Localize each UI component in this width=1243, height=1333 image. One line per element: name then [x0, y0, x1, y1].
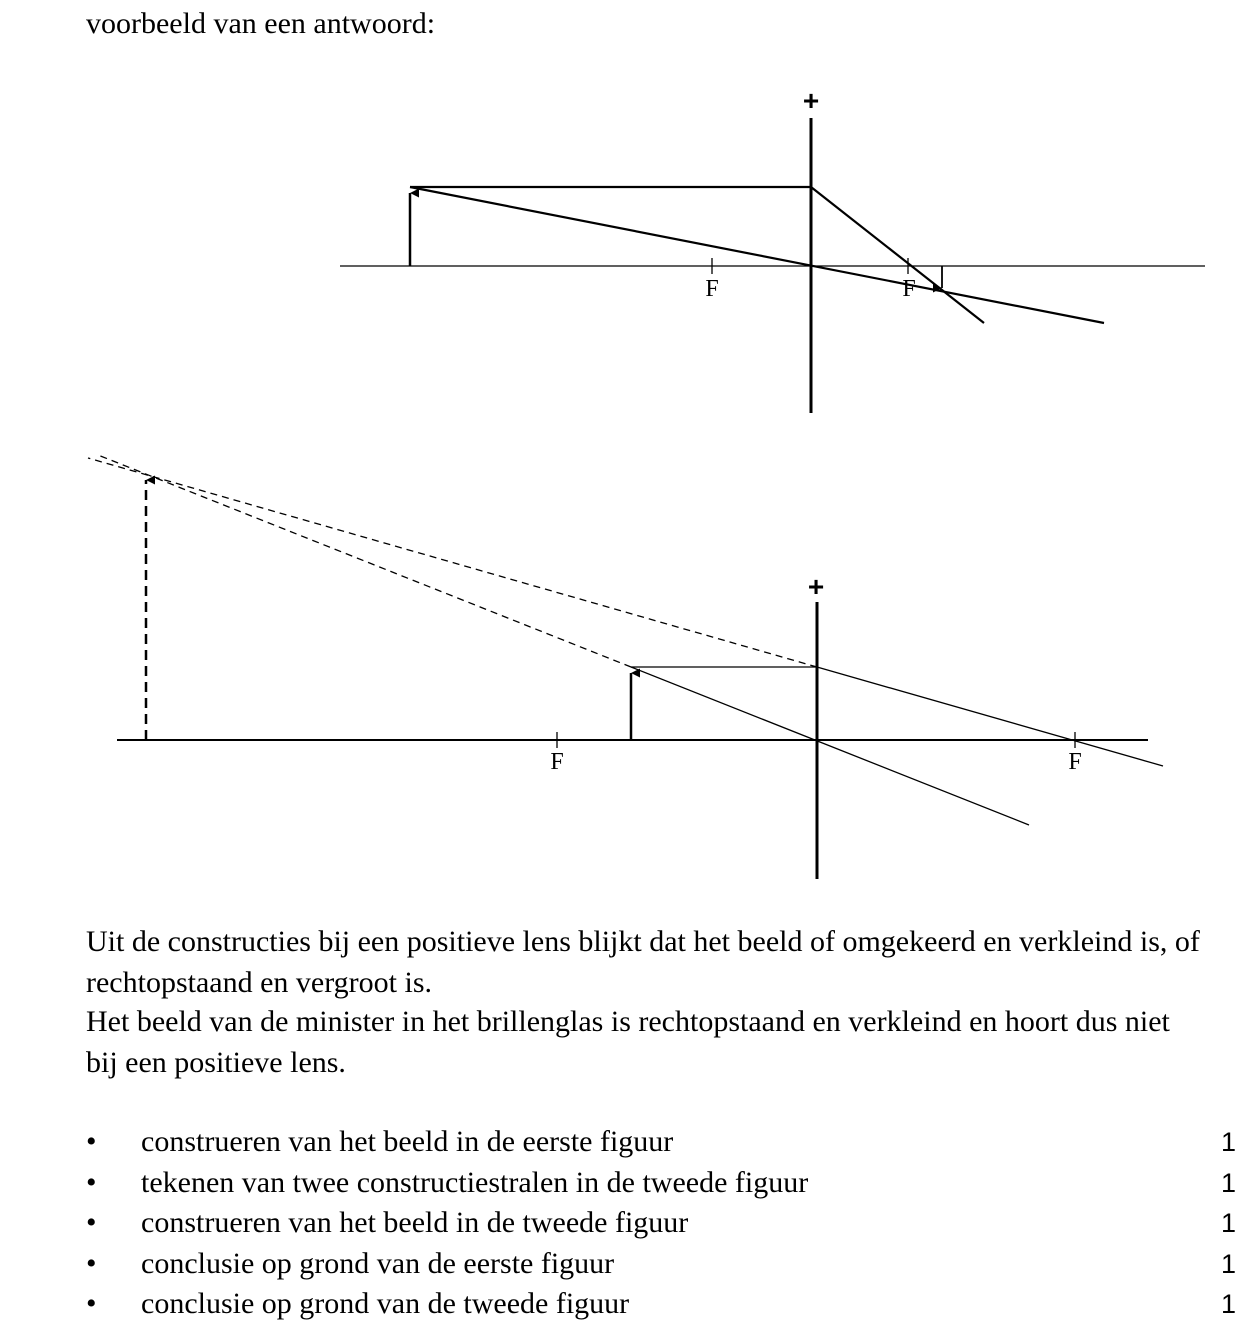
- lens-plus-sign: +: [807, 571, 825, 602]
- criterion-score: 1: [1220, 1127, 1236, 1157]
- lens-diagram-1: [0, 80, 1243, 420]
- virtual-extension-central: [98, 455, 631, 667]
- parallel-ray: [410, 187, 984, 323]
- scoring-criterion: [86, 1244, 1243, 1285]
- focal-label-left: F: [705, 276, 719, 302]
- scoring-criterion: [86, 1203, 1243, 1244]
- criterion-text: conclusie op grond van de tweede figuur: [141, 1287, 630, 1320]
- bullet-mark: •: [86, 1246, 97, 1280]
- lens-diagram-2: [0, 440, 1243, 890]
- criterion-text: tekenen van twee constructiestralen in de tweede figuur: [141, 1165, 809, 1199]
- bullet-mark: •: [86, 1287, 97, 1320]
- criterion-score: 1: [1220, 1167, 1236, 1198]
- bullet-mark: •: [86, 1165, 97, 1199]
- scoring-criterion: [86, 1163, 1243, 1204]
- bullet-mark: •: [86, 1206, 97, 1239]
- criterion-text: conclusie op grond van de eerste figuur: [141, 1246, 615, 1280]
- scoring-criterion: [86, 1284, 1243, 1325]
- focal-label-right: F: [902, 276, 916, 302]
- bullet-mark: •: [86, 1125, 97, 1158]
- focal-label-left: F: [550, 749, 564, 775]
- intro-text: voorbeeld van een antwoord:: [86, 7, 436, 40]
- central-ray: [631, 667, 1029, 825]
- criterion-score: 1: [1220, 1248, 1236, 1279]
- lens-diagram-2-svg: [0, 440, 1243, 890]
- lens-diagram-1-svg: [0, 80, 1243, 420]
- criterion-text: construeren van het beeld in de tweede figuur: [141, 1206, 689, 1239]
- lens-plus-sign: +: [802, 85, 820, 116]
- scoring-criteria-list: [86, 1122, 1243, 1325]
- virtual-extension-parallel: [88, 458, 817, 667]
- conclusion-paragraph-2: Het beeld van de minister in het brillenglas is rechtopstaand en verkleind en hoort dus niet bij een positieve lens.: [86, 1005, 1170, 1079]
- conclusion-paragraph-1: Uit de constructies bij een positieve lens blijkt dat het beeld of omgekeerd en verkleind is, of rechtopstaand en vergroot is.: [86, 925, 1200, 999]
- criterion-score: 1: [1220, 1289, 1236, 1319]
- criterion-text: construeren van het beeld in de eerste figuur: [141, 1125, 674, 1158]
- focal-label-right: F: [1068, 749, 1082, 775]
- criterion-score: 1: [1220, 1208, 1236, 1238]
- scoring-criterion: [86, 1122, 1243, 1163]
- parallel-ray-refracted: [817, 667, 1163, 766]
- central-ray: [410, 187, 1104, 323]
